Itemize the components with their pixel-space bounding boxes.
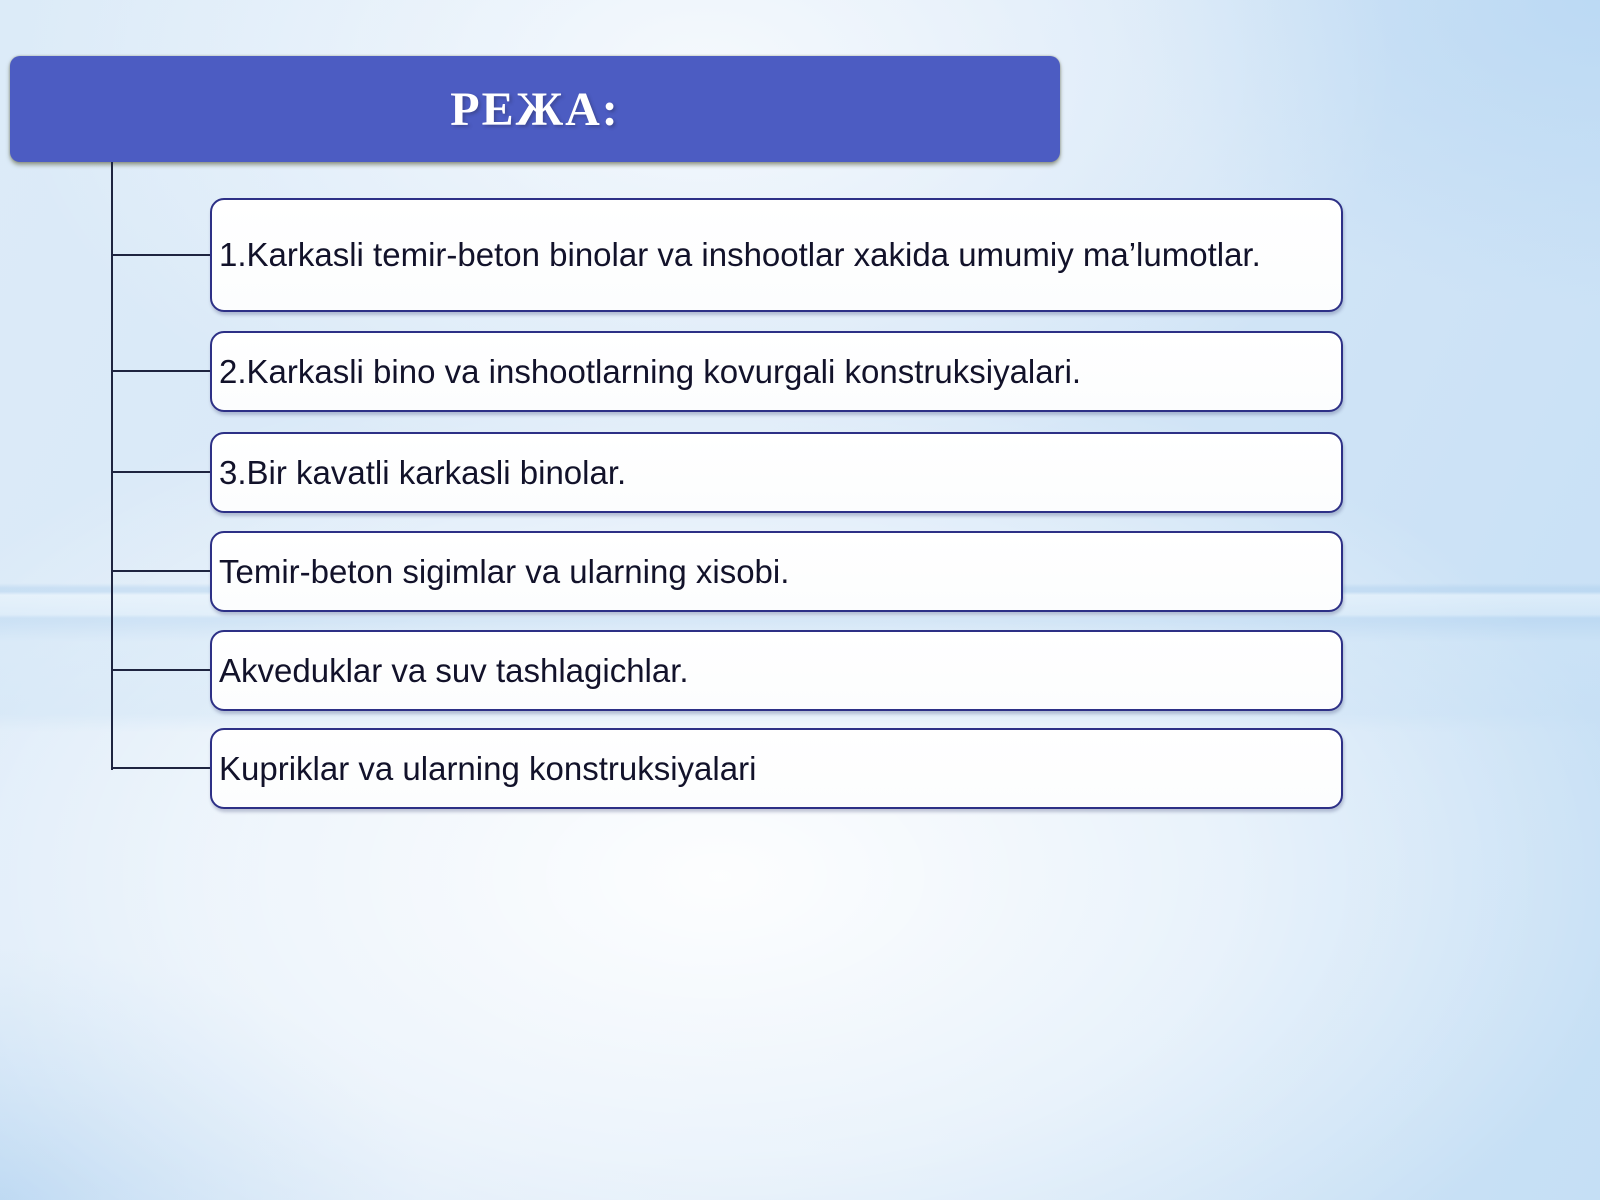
connector-branch-3 xyxy=(111,471,211,473)
plan-item-text-2: 2.Karkasli bino va inshootlarning kovurgali konstruksiyalari. xyxy=(219,352,1082,390)
plan-item-box-3 xyxy=(210,432,1343,513)
slide-title: РЕЖА: xyxy=(450,82,620,136)
connector-branch-2 xyxy=(111,370,211,372)
title-box xyxy=(10,56,1060,162)
connector-branch-4 xyxy=(111,570,211,572)
plan-item-box-2 xyxy=(210,331,1343,412)
connector-branch-1 xyxy=(111,254,211,256)
plan-item-text-5: Akveduklar va suv tashlagichlar. xyxy=(219,651,689,689)
plan-item-text-6: Kupriklar va ularning konstruksiyalari xyxy=(219,749,757,787)
connector-branch-6 xyxy=(111,767,211,769)
plan-item-box-6 xyxy=(210,728,1343,809)
plan-item-text-1: 1.Karkasli temir-beton binolar va inshootlar xakida umumiy ma’lumotlar. xyxy=(219,236,1261,274)
plan-item-box-4 xyxy=(210,531,1343,612)
connector-branch-5 xyxy=(111,669,211,671)
plan-item-box-1 xyxy=(210,198,1343,312)
plan-item-text-3: 3.Bir kavatli karkasli binolar. xyxy=(219,453,627,491)
plan-item-text-4: Temir-beton sigimlar va ularning xisobi. xyxy=(219,552,790,590)
plan-item-box-5 xyxy=(210,630,1343,711)
